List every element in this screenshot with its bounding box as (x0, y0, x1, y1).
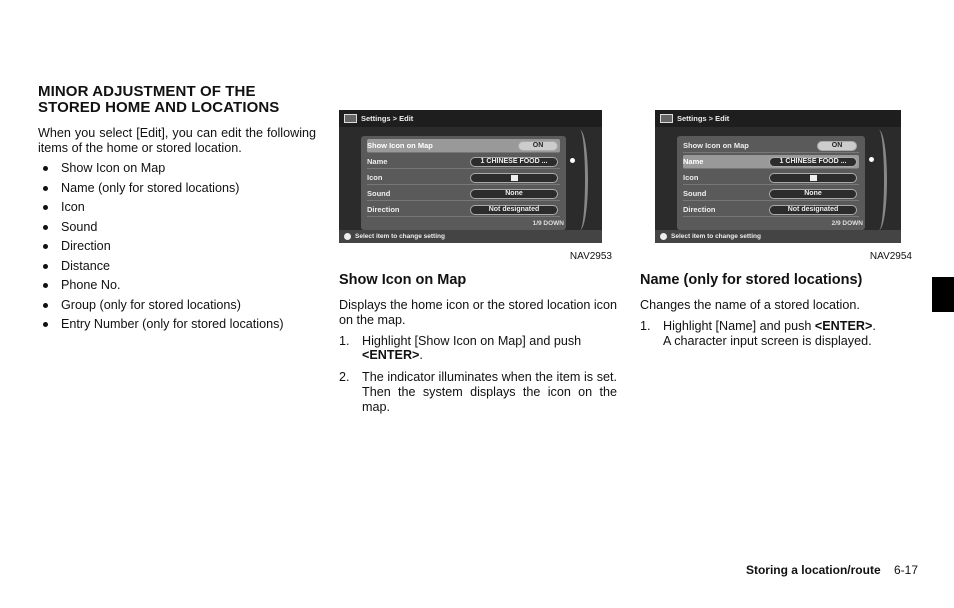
screen-menu-panel (361, 136, 566, 230)
screen-row-direction: Direction Not designated (367, 203, 560, 217)
location-icon (511, 175, 518, 181)
section-heading-line-1: MINOR ADJUSTMENT OF THE (38, 83, 256, 100)
edit-items-list (38, 161, 316, 332)
nav-screen-figure-2 (655, 110, 901, 243)
settings-icon (660, 114, 673, 123)
enter-key-label: <ENTER> (362, 348, 420, 363)
step-item: 2. The indicator illuminates when the item is set. Then the system displays the icon on the map. (339, 370, 617, 414)
chapter-tab-marker (932, 277, 954, 312)
screen-row-name: Name 1 CHINESE FOOD ... (683, 155, 859, 169)
left-column (38, 84, 316, 337)
screen-page-indicator: 1/9 DOWN (532, 220, 564, 227)
list-item: Group (only for stored locations) (38, 298, 316, 313)
section-heading (38, 84, 316, 116)
screen-status-bar: Select item to change setting (655, 230, 901, 243)
screen-menu-panel (677, 136, 865, 230)
list-item: Distance (38, 259, 316, 274)
info-icon (344, 233, 351, 240)
bullet-icon (43, 186, 48, 191)
list-item: Phone No. (38, 278, 316, 293)
location-icon (810, 175, 817, 181)
enter-key-label: <ENTER> (814, 318, 873, 333)
step-item: 1. Highlight [Name] and push <ENTER>. A character input screen is displayed. (640, 318, 876, 348)
page-footer (746, 563, 918, 577)
screen-row-sound: Sound None (367, 187, 560, 201)
bullet-icon (43, 303, 48, 308)
settings-icon (344, 114, 357, 123)
list-item: Show Icon on Map (38, 161, 316, 176)
intro-paragraph: When you select [Edit], you can edit the following items of the home or stored location. (38, 126, 316, 155)
screen-row-icon: Icon (683, 171, 859, 185)
page-number: 6-17 (893, 563, 918, 577)
list-item: Direction (38, 239, 316, 254)
list-item: Entry Number (only for stored locations) (38, 317, 316, 332)
toggle-on-indicator: ON (518, 141, 558, 151)
screen-status-bar: Select item to change setting (339, 230, 602, 243)
subheading-name: Name (only for stored locations) (640, 272, 863, 288)
screen-row-name: Name 1 CHINESE FOOD ... (367, 155, 560, 169)
info-icon (660, 233, 667, 240)
show-icon-description: Displays the home icon or the stored location icon on the map. (339, 298, 617, 327)
name-steps (640, 319, 912, 349)
subheading-show-icon: Show Icon on Map (339, 272, 467, 288)
footer-section-title: Storing a location/route (745, 563, 881, 577)
middle-column (339, 110, 617, 422)
figure-caption-2: NAV2954 (869, 251, 912, 262)
screen-title-bar: Settings > Edit (339, 110, 602, 127)
scroll-arc (572, 130, 588, 230)
show-icon-steps (339, 334, 617, 415)
name-description: Changes the name of a stored location. (640, 298, 860, 312)
screen-row-direction: Direction Not designated (683, 203, 859, 217)
bullet-icon (43, 225, 48, 230)
screen-title-bar: Settings > Edit (655, 110, 901, 127)
scroll-position-dot (570, 158, 575, 163)
screen-row-show-icon: Show Icon on Map ON (683, 139, 859, 153)
bullet-icon (43, 244, 48, 249)
right-column (640, 110, 912, 355)
screen-page-indicator: 2/9 DOWN (831, 220, 863, 227)
list-item: Sound (38, 220, 316, 235)
screen-row-icon: Icon (367, 171, 560, 185)
scroll-arc (871, 130, 887, 230)
figure-caption-1: NAV2953 (569, 251, 612, 262)
bullet-icon (43, 322, 48, 327)
step-item: 1. Highlight [Show Icon on Map] and push <ENTER>. (339, 333, 582, 363)
scroll-position-dot (869, 157, 874, 162)
toggle-on-indicator: ON (817, 141, 857, 151)
list-item: Name (only for stored locations) (38, 181, 316, 196)
screen-row-sound: Sound None (683, 187, 859, 201)
nav-screen-figure-1 (339, 110, 602, 243)
bullet-icon (43, 283, 48, 288)
bullet-icon (43, 166, 48, 171)
section-heading-line-2: STORED HOME AND LOCATIONS (38, 99, 280, 116)
bullet-icon (43, 205, 48, 210)
list-item: Icon (38, 200, 316, 215)
bullet-icon (43, 264, 48, 269)
screen-row-show-icon: Show Icon on Map ON (367, 139, 560, 153)
